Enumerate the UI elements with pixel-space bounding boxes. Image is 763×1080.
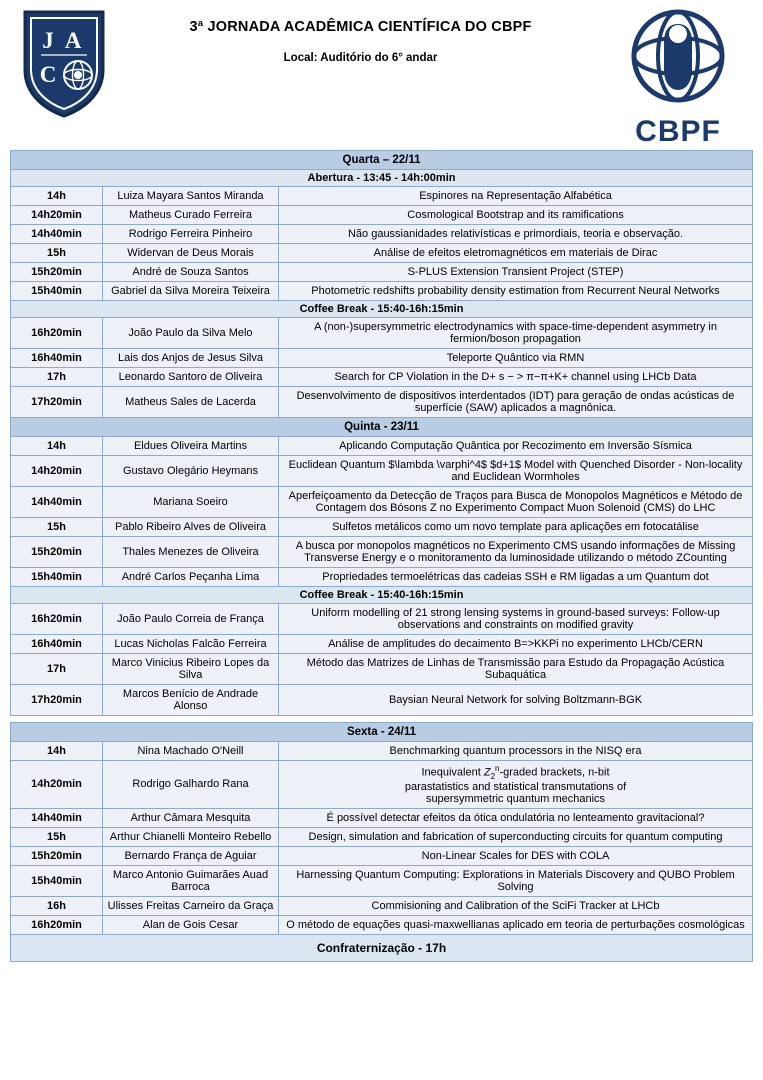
- row-talk: S-PLUS Extension Transient Project (STEP): [279, 263, 753, 282]
- row-speaker: Luiza Mayara Santos Miranda: [103, 187, 279, 206]
- row-speaker: Ulisses Freitas Carneiro da Graça: [103, 896, 279, 915]
- table-row: [11, 206, 753, 225]
- row-talk: É possível detectar efeitos da ótica ondulatória no lenteamento gravitacional?: [279, 808, 753, 827]
- row-time: 15h40min: [11, 568, 103, 587]
- section-label: Abertura - 13:45 - 14h:00min: [11, 170, 753, 187]
- row-speaker: Gustavo Olegário Heymans: [103, 456, 279, 487]
- table-row: [11, 915, 753, 934]
- closing-band: [11, 934, 753, 961]
- coffee-break-band-quinta: [11, 587, 753, 604]
- row-time: 14h20min: [11, 206, 103, 225]
- row-talk: Aperfeiçoamento da Detecção de Traços para Busca de Monopolos Magnéticos e Método de Contagem dos Bósons Z no Experimento Compact Muon Solenoid (CMS) do LHC: [279, 487, 753, 518]
- page-header: [10, 6, 753, 148]
- row-time: 14h20min: [11, 761, 103, 809]
- row-talk: Harnessing Quantum Computing: Explorations in Materials Discovery and QUBO Problem Solving: [279, 865, 753, 896]
- row-talk: Método das Matrizes de Linhas de Transmissão para Estudo da Propagação Acústica Subaquática: [279, 654, 753, 685]
- schedule-table-quarta: [10, 150, 753, 716]
- row-time: 14h40min: [11, 808, 103, 827]
- row-time: 16h20min: [11, 915, 103, 934]
- row-speaker: Bernardo França de Aguiar: [103, 846, 279, 865]
- day-band-quarta: [11, 151, 753, 170]
- table-row: [11, 244, 753, 263]
- row-speaker: Mariana Soeiro: [103, 487, 279, 518]
- row-talk: Não gaussianidades relativísticas e primordiais, teoria e observação.: [279, 225, 753, 244]
- row-talk: A busca por monopolos magnéticos no Experimento CMS usando informações de Missing Transverse Energy e o monitoramento da luminosidade utilizando o método ZCounting: [279, 537, 753, 568]
- row-speaker: Lais dos Anjos de Jesus Silva: [103, 349, 279, 368]
- row-time: 15h: [11, 827, 103, 846]
- row-speaker: Marco Vinicius Ribeiro Lopes da Silva: [103, 654, 279, 685]
- schedule-table-sexta: [10, 722, 753, 962]
- row-speaker: Thales Menezes de Oliveira: [103, 537, 279, 568]
- table-row: [11, 761, 753, 809]
- table-row: [11, 487, 753, 518]
- row-time: 16h40min: [11, 349, 103, 368]
- row-time: 14h: [11, 437, 103, 456]
- section-label: Coffee Break - 15:40-16h:15min: [11, 587, 753, 604]
- coffee-break-band-quarta: [11, 301, 753, 318]
- table-row: [11, 456, 753, 487]
- table-row: [11, 282, 753, 301]
- table-row: [11, 568, 753, 587]
- row-time: 17h20min: [11, 387, 103, 418]
- row-talk: Cosmological Bootstrap and its ramifications: [279, 206, 753, 225]
- row-speaker: Alan de Gois Cesar: [103, 915, 279, 934]
- row-talk: Inequivalent $Z_2^n$-graded brackets, n-bit parastatistics and statistical transmutations of supersymmetric quantum mechanics: [279, 761, 753, 809]
- section-label: Coffee Break - 15:40-16h:15min: [11, 301, 753, 318]
- row-speaker: Widervan de Deus Morais: [103, 244, 279, 263]
- row-time: 14h40min: [11, 487, 103, 518]
- cbpf-emblem-icon: [626, 8, 730, 108]
- row-talk: Uniform modelling of 21 strong lensing systems in ground-based surveys: Follow-up observations and constraints on modified gravity: [279, 604, 753, 635]
- table-row: [11, 368, 753, 387]
- row-talk: Commisioning and Calibration of the SciFi Tracker at LHCb: [279, 896, 753, 915]
- row-speaker: Marco Antonio Guimarães Auad Barroca: [103, 865, 279, 896]
- row-time: 16h: [11, 896, 103, 915]
- svg-text:J: J: [42, 28, 54, 53]
- row-speaker: Marcos Benício de Andrade Alonso: [103, 685, 279, 716]
- table-row: [11, 846, 753, 865]
- row-talk: Análise de efeitos eletromagnéticos em materiais de Dirac: [279, 244, 753, 263]
- page-subtitle: Local: Auditório do 6° andar: [283, 52, 438, 65]
- table-row: [11, 865, 753, 896]
- row-talk: Benchmarking quantum processors in the NISQ era: [279, 742, 753, 761]
- row-time: 15h20min: [11, 263, 103, 282]
- table-row: [11, 808, 753, 827]
- day-label: Sexta - 24/11: [11, 723, 753, 742]
- jac-shield-icon: [21, 8, 107, 120]
- row-time: 14h20min: [11, 456, 103, 487]
- table-row: [11, 349, 753, 368]
- row-talk: Search for CP Violation in the D+ s − > π−π+K+ channel using LHCb Data: [279, 368, 753, 387]
- table-row: [11, 654, 753, 685]
- row-talk: Non-Linear Scales for DES with COLA: [279, 846, 753, 865]
- row-talk: Teleporte Quântico via RMN: [279, 349, 753, 368]
- header-text-block: [118, 6, 603, 64]
- table-row: [11, 437, 753, 456]
- row-speaker: Matheus Sales de Lacerda: [103, 387, 279, 418]
- table-row: [11, 685, 753, 716]
- row-time: 14h40min: [11, 225, 103, 244]
- day-band-sexta: [11, 723, 753, 742]
- row-time: 15h40min: [11, 865, 103, 896]
- closing-label: Confraternização - 17h: [11, 934, 753, 961]
- row-talk: Desenvolvimento de dispositivos interdentados (IDT) para geração de ondas acústicas de superfície (SAW) aplicados a magnônica.: [279, 387, 753, 418]
- row-speaker: João Paulo Correia de França: [103, 604, 279, 635]
- row-time: 15h20min: [11, 537, 103, 568]
- row-talk: Photometric redshifts probability density estimation from Recurrent Neural Networks: [279, 282, 753, 301]
- row-speaker: Lucas Nicholas Falcão Ferreira: [103, 635, 279, 654]
- row-speaker: Arthur Chianelli Monteiro Rebello: [103, 827, 279, 846]
- row-time: 14h: [11, 742, 103, 761]
- svg-text:A: A: [64, 28, 82, 53]
- row-speaker: Rodrigo Galhardo Rana: [103, 761, 279, 809]
- row-talk: A (non-)supersymmetric electrodynamics with space-time-dependent asymmetry in fermion/boson propagation: [279, 318, 753, 349]
- svg-text:C: C: [39, 62, 57, 87]
- table-row: [11, 827, 753, 846]
- day-label: Quarta – 22/11: [11, 151, 753, 170]
- row-talk: Propriedades termoelétricas das cadeias SSH e RM ligadas a um Quantum dot: [279, 568, 753, 587]
- row-speaker: Arthur Câmara Mesquita: [103, 808, 279, 827]
- row-time: 15h: [11, 244, 103, 263]
- jac-shield-logo: [10, 6, 118, 120]
- page-title: 3ª JORNADA ACADÊMICA CIENTÍFICA DO CBPF: [189, 19, 532, 35]
- table-row: [11, 896, 753, 915]
- row-time: 17h: [11, 654, 103, 685]
- row-talk: O método de equações quasi-maxwellianas aplicado em teoria de perturbações cosmológicas: [279, 915, 753, 934]
- row-talk: Baysian Neural Network for solving Boltzmann-BGK: [279, 685, 753, 716]
- row-time: 15h20min: [11, 846, 103, 865]
- table-row: [11, 635, 753, 654]
- day-band-quinta: [11, 418, 753, 437]
- row-time: 15h: [11, 518, 103, 537]
- row-time: 15h40min: [11, 282, 103, 301]
- section-band-abertura: [11, 170, 753, 187]
- cbpf-logo: [603, 6, 753, 149]
- row-talk: Análise de amplitudes do decaimento B=>KKPi no experimento LHCb/CERN: [279, 635, 753, 654]
- table-row: [11, 537, 753, 568]
- day-label: Quinta - 23/11: [11, 418, 753, 437]
- row-talk: Aplicando Computação Quântica por Recozimento em Inversão Sísmica: [279, 437, 753, 456]
- row-speaker: Leonardo Santoro de Oliveira: [103, 368, 279, 387]
- table-row: [11, 604, 753, 635]
- row-time: 14h: [11, 187, 103, 206]
- table-row: [11, 187, 753, 206]
- table-row: [11, 387, 753, 418]
- table-row: [11, 225, 753, 244]
- row-speaker: Rodrigo Ferreira Pinheiro: [103, 225, 279, 244]
- row-talk: Sulfetos metálicos como um novo template para aplicações em fotocatálise: [279, 518, 753, 537]
- row-talk: Espinores na Representação Alfabética: [279, 187, 753, 206]
- row-time: 16h20min: [11, 318, 103, 349]
- table-row: [11, 742, 753, 761]
- row-speaker: Pablo Ribeiro Alves de Oliveira: [103, 518, 279, 537]
- row-time: 17h: [11, 368, 103, 387]
- row-speaker: André Carlos Peçanha Lima: [103, 568, 279, 587]
- row-time: 17h20min: [11, 685, 103, 716]
- row-speaker: Matheus Curado Ferreira: [103, 206, 279, 225]
- row-time: 16h20min: [11, 604, 103, 635]
- row-speaker: Eldues Oliveira Martins: [103, 437, 279, 456]
- table-row: [11, 263, 753, 282]
- row-speaker: Nina Machado O'Neill: [103, 742, 279, 761]
- row-speaker: André de Souza Santos: [103, 263, 279, 282]
- row-speaker: Gabriel da Silva Moreira Teixeira: [103, 282, 279, 301]
- row-talk: Euclidean Quantum $\lambda \varphi^4$ $d+1$ Model with Quenched Disorder - Non-locality and Euclidean Wormholes: [279, 456, 753, 487]
- row-talk: Design, simulation and fabrication of superconducting circuits for quantum computing: [279, 827, 753, 846]
- row-speaker: João Paulo da Silva Melo: [103, 318, 279, 349]
- row-time: 16h40min: [11, 635, 103, 654]
- table-row: [11, 518, 753, 537]
- cbpf-wordmark: CBPF: [635, 115, 721, 148]
- table-row: [11, 318, 753, 349]
